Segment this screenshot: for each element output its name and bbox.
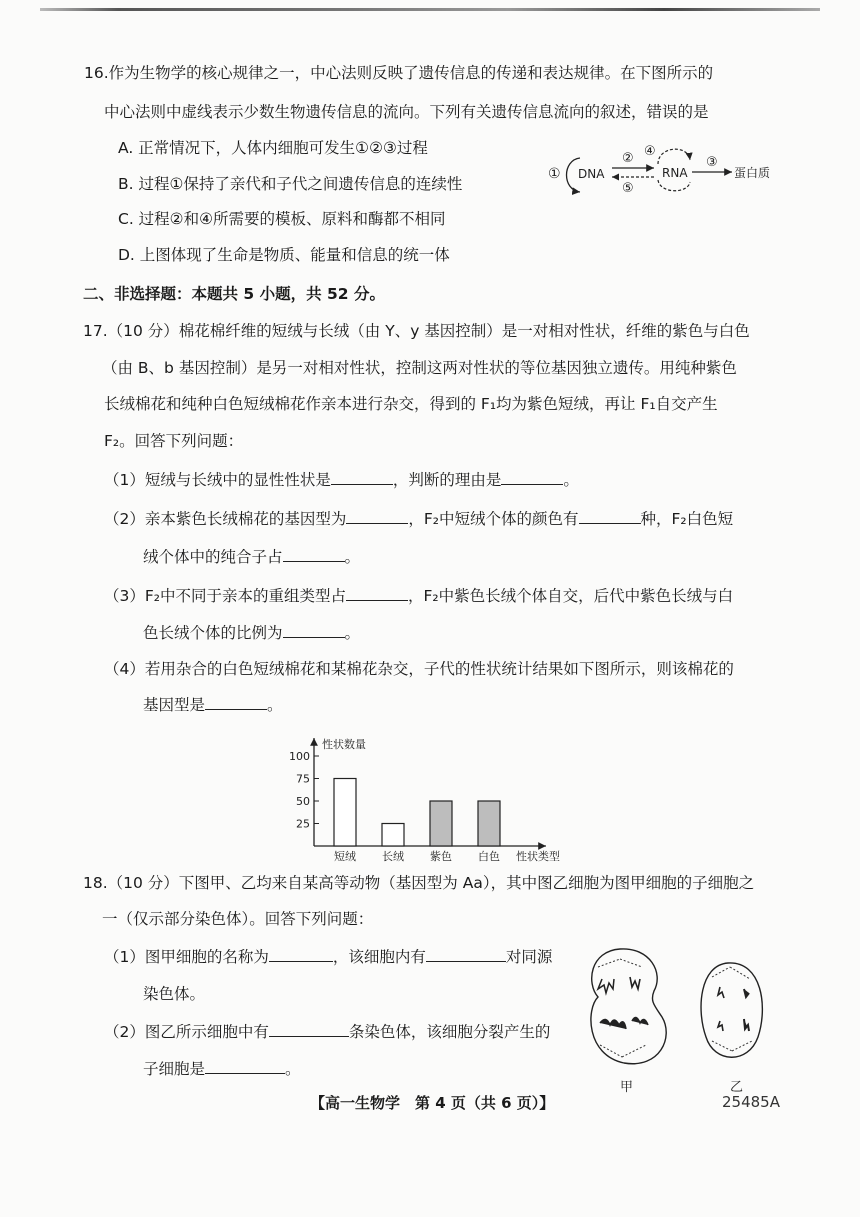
process-3-label: ③ — [706, 155, 718, 170]
process-4-label: ④ — [644, 144, 656, 159]
answer-blank[interactable] — [269, 1020, 349, 1037]
q17-part4-cont: 基因型是 。 — [143, 693, 283, 716]
q17-stem-line3: 长绒棉花和纯种白色短绒棉花作亲本进行杂交，得到的 F₁均为紫色短绒，再让 F₁自交产生 — [104, 395, 718, 413]
q17-part3-cont: 色长绒个体的比例为 。 — [143, 621, 360, 644]
bar-3 — [430, 801, 452, 846]
bar-4 — [478, 801, 500, 846]
bar-1 — [334, 779, 356, 847]
q18-part2-cont: 子细胞是 。 — [143, 1057, 301, 1080]
rna-replication-loop — [658, 149, 690, 164]
q16-option-d[interactable]: D. 上图体现了生命是物质、能量和信息的统一体 — [118, 246, 450, 264]
cell-figures — [580, 945, 780, 1095]
q17-part2-cont: 绒个体中的纯合子占 。 — [143, 545, 360, 568]
answer-blank[interactable] — [205, 693, 267, 710]
category-label: 短绒 — [334, 850, 356, 863]
q18-part2: （2）图乙所示细胞中有 条染色体，该细胞分裂产生的 — [104, 1020, 550, 1043]
answer-blank[interactable] — [346, 584, 408, 601]
q17-stem-line2: （由 B、b 基因控制）是另一对相对性状，控制这两对性状的等位基因独立遗传。用纯种紫色 — [102, 359, 737, 377]
answer-blank[interactable] — [426, 945, 506, 962]
q17-part1: （1）短绒与长绒中的显性性状是 ，判断的理由是 。 — [104, 468, 579, 491]
q17-stem-line1: 17.（10 分）棉花棉纤维的短绒与长绒（由 Y、y 基因控制）是一对相对性状，纤维的紫色与白色 — [83, 322, 750, 340]
protein-label: 蛋白质 — [734, 166, 771, 180]
q16-option-c[interactable]: C. 过程②和④所需要的模板、原料和酶都不相同 — [118, 210, 446, 228]
q18-stem-line1: 18.（10 分）下图甲、乙均来自某高等动物（基因型为 Aa），其中图乙细胞为图甲细胞的子细胞之 — [83, 874, 755, 892]
section-2-heading: 二、非选择题：本题共 5 小题，共 52 分。 — [83, 285, 385, 303]
q16-option-b[interactable]: B. 过程①保持了亲代和子代之间遗传信息的连续性 — [118, 175, 463, 193]
rna-label: RNA — [662, 166, 688, 180]
category-label: 紫色 — [430, 850, 452, 863]
answer-blank[interactable] — [269, 945, 333, 962]
q18-stem-line2: 一（仅示部分染色体）。回答下列问题： — [102, 910, 374, 928]
top-scan-rule — [40, 8, 820, 11]
q18-part1-cont: 染色体。 — [143, 985, 206, 1003]
exam-code: 25485A — [722, 1093, 780, 1111]
y-tick-label: 25 — [296, 817, 310, 831]
answer-blank[interactable] — [283, 621, 345, 638]
label-yi: 乙 — [730, 1080, 744, 1095]
y-axis-label: 性状数量 — [322, 738, 366, 751]
y-tick-label: 75 — [296, 772, 310, 786]
q16-stem-line1: 16.作为生物学的核心规律之一，中心法则反映了遗传信息的传递和表达规律。在下图所示的 — [84, 64, 714, 82]
bar-2 — [382, 824, 404, 847]
q17-part4: （4）若用杂合的白色短绒棉花和某棉花杂交，子代的性状统计结果如下图所示，则该棉花的 — [104, 660, 734, 678]
page-footer: 【高一生物学 第 4 页（共 6 页）】 — [310, 1094, 555, 1112]
y-tick-label: 100 — [289, 750, 310, 763]
trait-bar-chart — [278, 736, 588, 866]
y-tick-label: 50 — [296, 795, 310, 808]
q17-part3: （3）F₂中不同于亲本的重组类型占 ，F₂中紫色长绒个体自交，后代中紫色长绒与白 — [104, 584, 733, 607]
answer-blank[interactable] — [205, 1057, 285, 1074]
q18-part1: （1）图甲细胞的名称为 ，该细胞内有 对同源 — [104, 945, 552, 968]
answer-blank[interactable] — [331, 468, 393, 485]
answer-blank[interactable] — [283, 545, 345, 562]
q16-stem-line2: 中心法则中虚线表示少数生物遗传信息的流向。下列有关遗传信息流向的叙述，错误的是 — [104, 103, 709, 121]
cell-jia — [591, 949, 666, 1064]
category-label: 白色 — [478, 850, 500, 863]
process-1-label: ① — [548, 166, 561, 182]
dna-label: DNA — [578, 167, 605, 181]
category-label: 长绒 — [382, 850, 404, 863]
process-5-label: ⑤ — [622, 181, 634, 196]
answer-blank[interactable] — [579, 507, 641, 524]
q17-stem-line4: F₂。回答下列问题： — [104, 432, 244, 450]
q17-part2: （2）亲本紫色长绒棉花的基因型为 ，F₂中短绒个体的颜色有 种，F₂白色短 — [104, 507, 733, 530]
answer-blank[interactable] — [501, 468, 563, 485]
label-jia: 甲 — [620, 1080, 634, 1095]
q16-option-a[interactable]: A. 正常情况下，人体内细胞可发生①②③过程 — [118, 139, 428, 157]
answer-blank[interactable] — [346, 507, 408, 524]
cell-yi — [701, 963, 762, 1057]
x-axis-label: 性状类型 — [516, 850, 560, 863]
process-2-label: ② — [622, 151, 634, 166]
central-dogma-diagram — [540, 138, 800, 208]
